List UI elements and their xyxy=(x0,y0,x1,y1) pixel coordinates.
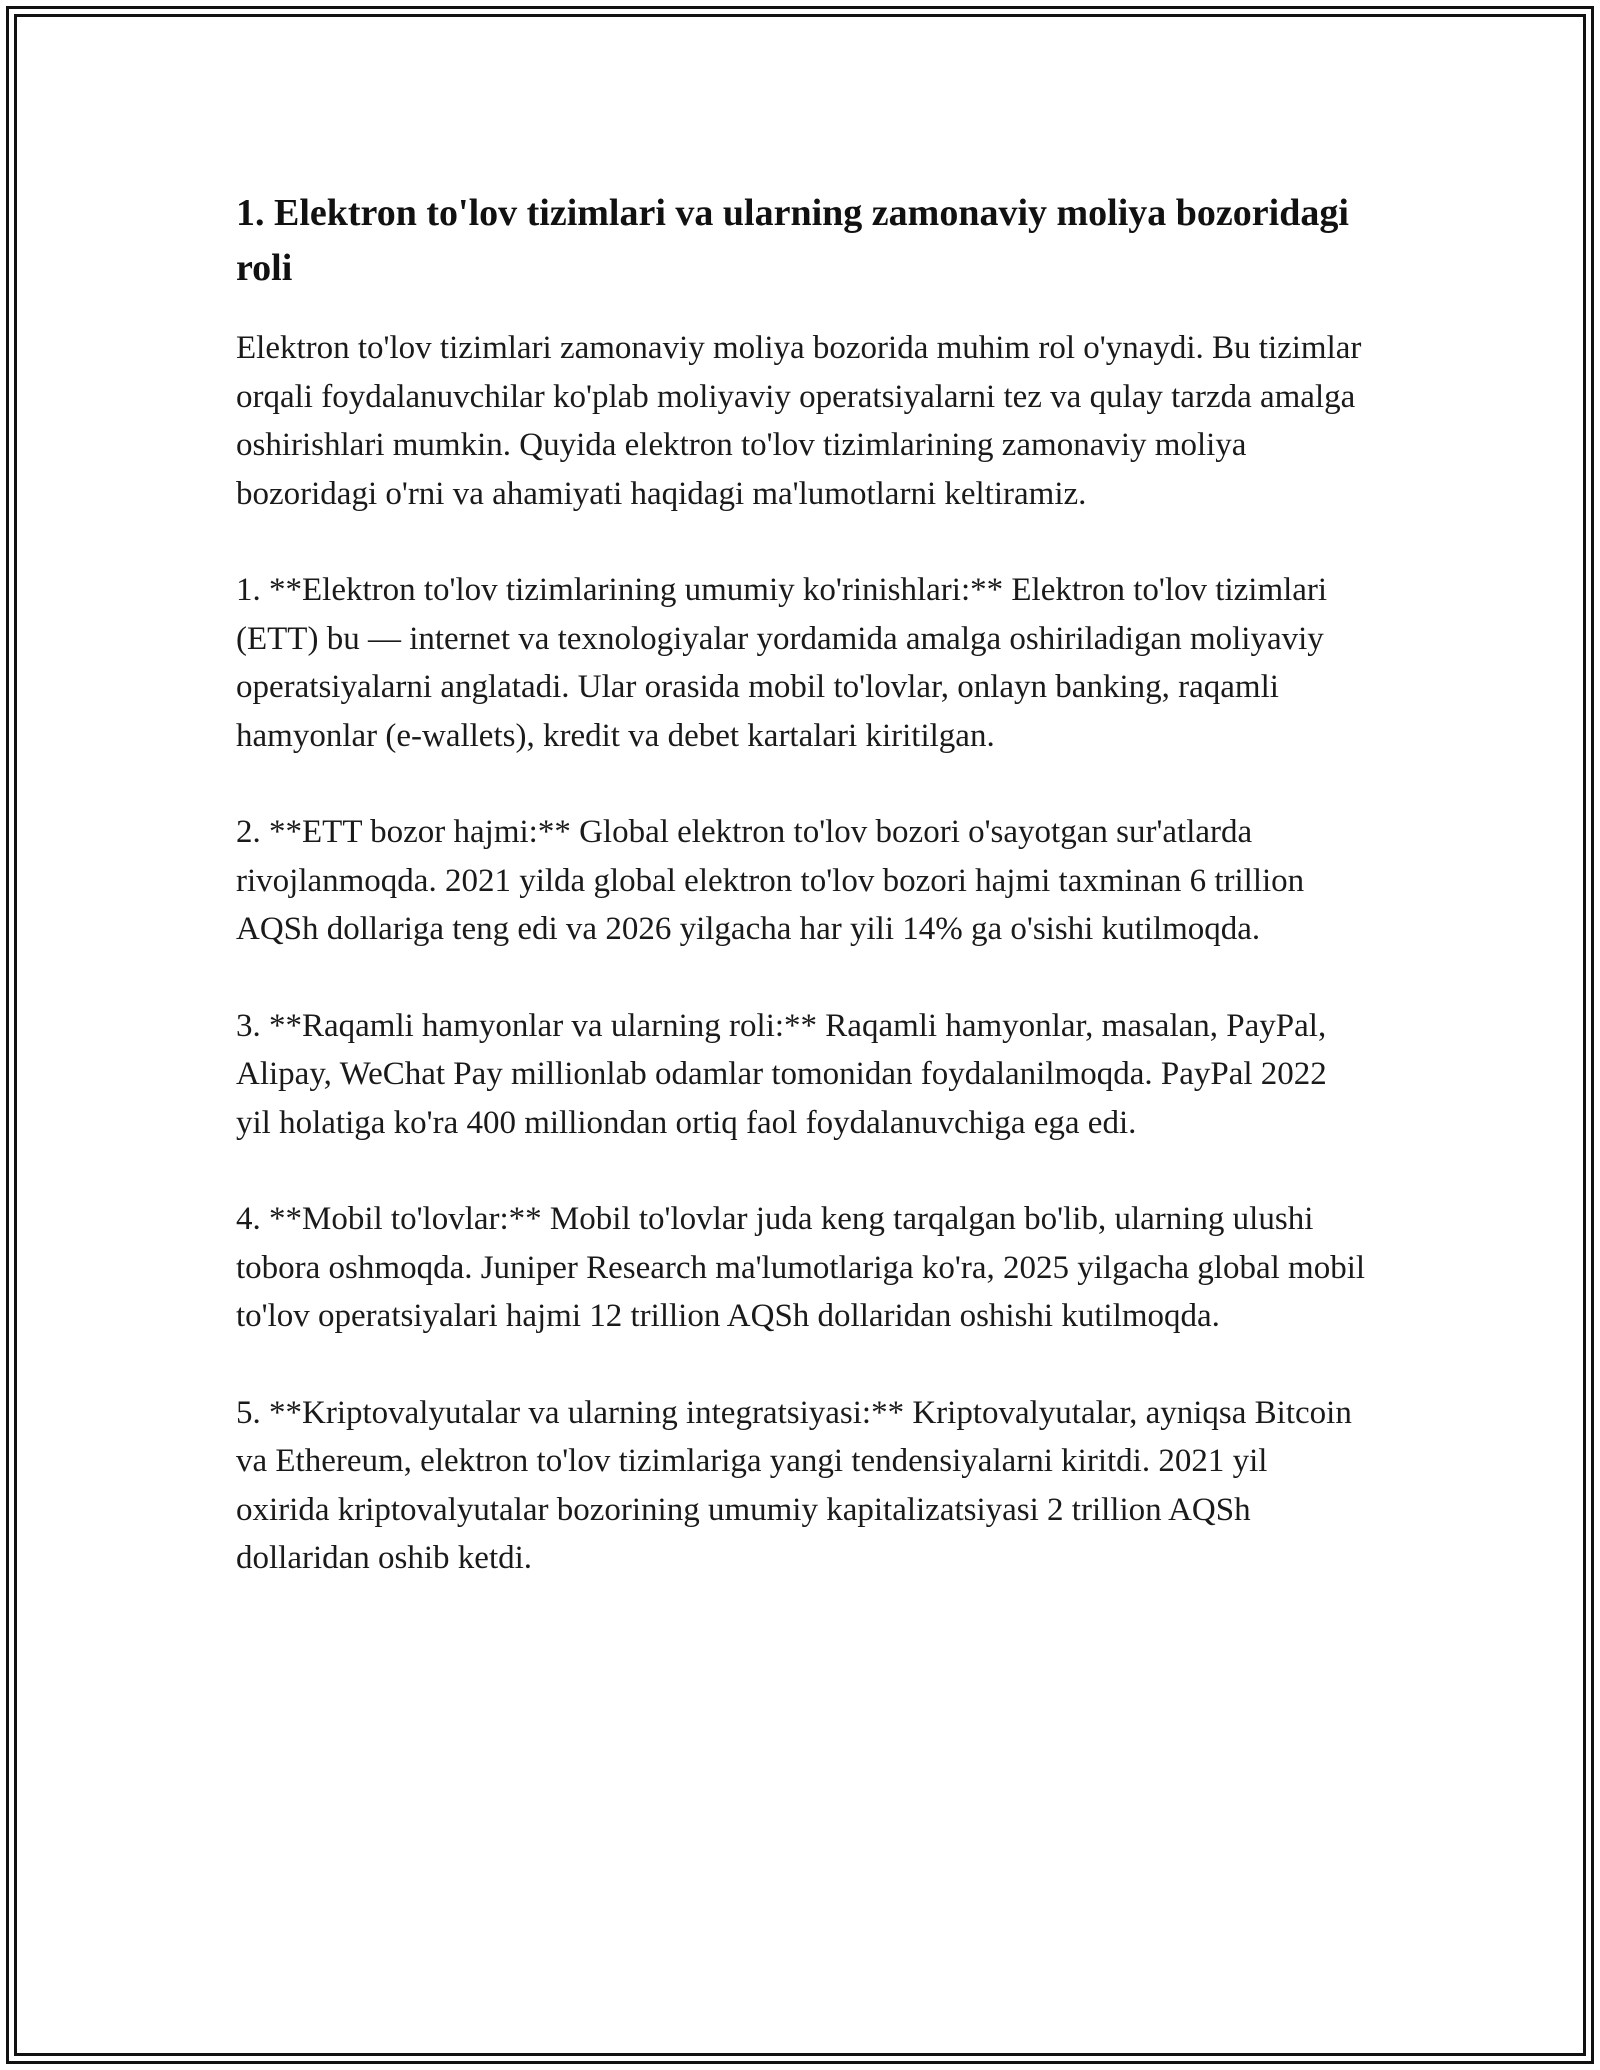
paragraph-item-4: 4. **Mobil to'lovlar:** Mobil to'lovlar juda keng tarqalgan bo'lib, ularning ulushi tobora oshmoqda. Juniper Research ma'lumotlariga ko'ra, 2025 yilgacha global mobil to'lov operatsiyalari hajmi 12 trillion AQSh dollaridan oshishi kutilmoqda. xyxy=(236,1201,1366,1334)
paragraph-item-1: 1. **Elektron to'lov tizimlarining umumiy ko'rinishlari:** Elektron to'lov tizimlari (ETT) bu — internet va texnologiyalar yordamida amalga oshiriladigan moliyaviy operatsiyalarni anglatadi. Ular orasida mobil to'lovlar, onlayn banking, raqamli hamyonlar (e-wallets), kredit va debet kartalari kiritilgan. xyxy=(236,572,1328,754)
paragraph-item-2: 2. **ETT bozor hajmi:** Global elektron to'lov bozori o'sayotgan sur'atlarda rivojlanmoqda. 2021 yilda global elektron to'lov bozori hajmi taxminan 6 trillion AQSh dollariga teng edi va 2026 yilgacha har yili 14% ga o'sishi kutilmoqda. xyxy=(236,814,1305,947)
intro-paragraph: Elektron to'lov tizimlari zamonaviy moliya bozorida muhim rol o'ynaydi. Bu tizimlar orqali foydalanuvchilar ko'plab moliyaviy operatsiyalarni tez va qulay tarzda amalga oshirishlari mumkin. Quyida elektron to'lov tizimlarining zamonaviy moliya bozoridagi o'rni va ahamiyati haqidagi ma'lumotlarni keltiramiz. xyxy=(236,330,1362,512)
paragraph-item-5: 5. **Kriptovalyutalar va ularning integratsiyasi:** Kriptovalyutalar, ayniqsa Bitcoin va Ethereum, elektron to'lov tizimlariga yangi tendensiyalarni kiritdi. 2021 yil oxirida kriptovalyutalar bozorining umumiy kapitalizatsiyasi 2 trillion AQSh dollaridan oshib ketdi. xyxy=(236,1394,1352,1576)
document-body xyxy=(236,186,1366,1583)
document-title: 1. Elektron to'lov tizimlari va ularning zamonaviy moliya bozoridagi roli xyxy=(236,192,1349,289)
paragraph-item-3: 3. **Raqamli hamyonlar va ularning roli:** Raqamli hamyonlar, masalan, PayPal, Alipay, WeChat Pay millionlab odamlar tomonidan foydalanilmoqda. PayPal 2022 yil holatiga ko'ra 400 milliondan ortiq faol foydalanuvchiga ega edi. xyxy=(236,1007,1327,1141)
